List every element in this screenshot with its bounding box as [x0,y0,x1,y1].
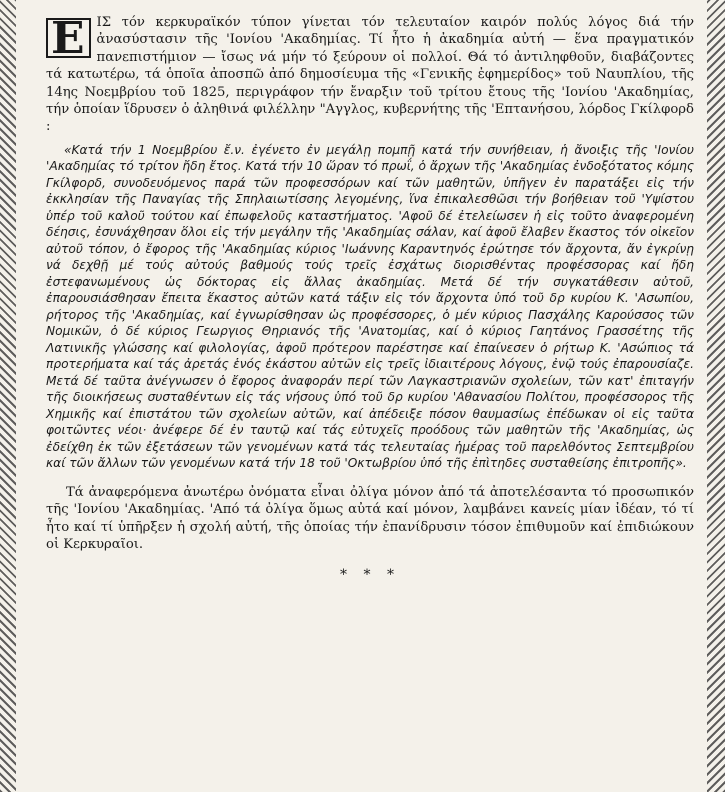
left-decorative-border [0,0,16,792]
intro-paragraph [46,14,694,136]
article [46,14,694,585]
intro-text: ΙΣ τόν κερκυραϊκόν τύπον γίνεται τόν τελευταίον καιρόν πολύς λόγος διά τήν ἀνασύστασιν τῆς 'Ιονίου 'Ακαδημίας. Τί ἦτο ἡ ἀκαδημία αὐτή — ἕνα πραγματικόν πανεπιστήμιον — ἴσως νά μήν τό ξεύρουν οἱ πολλοί. Θά τό ἀντιληφθοῦν, διαβάζοντες τά κατωτέρω, τά ὁποῖα ἀποσπῶ ἀπό δημοσίευμα τῆς «Γενικῆς ἐφημερίδος» τοῦ Ναυπλίου, τῆς 14ης Νοεμβρίου τοῦ 1825, περιγράφον τήν ἔναρξιν τοῦ τρίτου ἔτους τῆς 'Ιονίου 'Ακαδημίας, τήν ὁποίαν ἵδρυσεν ὁ ἀληθινά φιλέλλην "Αγγλος, κυβερνήτης τῆς 'Επτανήσου, λόρδος Γκίλφορδ : [46,15,694,135]
closing-paragraph: Τά ἀναφερόμενα ἀνωτέρω ὀνόματα εἶναι ὀλίγα μόνον ἀπό τά ἀποτελέσαντα τό προσωπικόν τῆς 'Ιονίου 'Ακαδημίας. 'Από τά ὀλίγα ὅμως αὐτά καί μόνον, λαμβάνει κανείς μίαν ἰδέαν, τό τί ἦτο καί τί ὑπῆρξεν ἡ σχολή αὐτή, τῆς ὁποίας τήν ἐπανίδρυσιν τόσον ἐπιθυμοῦν καί ἐπιδιώκουν οἱ Κερκυραῖοι. [46,484,694,553]
quoted-passage: «Κατά τήν 1 Νοεμβρίου ἔ.ν. ἐγένετο ἐν μεγάλῃ πομπῇ κατά τήν συνήθειαν, ἡ ἄνοιξις τῆς 'Ιονίου 'Ακαδημίας τό τρίτον ἤδη ἔτος. Κατά τήν 10 ὥραν τό πρωΐ, ὁ ἄρχων τῆς 'Ακαδημίας ἐνδοξότατος κόμης Γκίλφορδ, συνοδευόμενος παρά τῶν προφεσσόρων καί τῶν μαθητῶν, ὑπῆγεν ἐν παρατάξει εἰς τήν ἐκκλησίαν τῆς Παναγίας τῆς Σπηλαιωτίσσης λεγομένης, ἵνα ἐπικαλεσθῶσι τήν βοήθειαν τοῦ 'Υψίστου ὑπέρ τοῦ καλοῦ τούτου καί ἐπωφελοῦς καταστήματος. 'Αφοῦ δέ ἐτελείωσεν ἡ εἰς τοῦτο ἀναφερομένη δέησις, ἐσυνάχθησαν ὅλοι εἰς τήν μεγάλην τῆς 'Ακαδημίας σάλαν, καί ἀφοῦ ἔλαβεν ἕκαστος τόν οἰκεῖον αὐτοῦ τόπον, ὁ ἔφορος τῆς 'Ακαδημίας κύριος 'Ιωάννης Καραντηνός ἐρώτησε τόν ἄρχοντα, ἄν ἐγκρίνῃ νά δεχθῇ μέ τούς αὐτούς βαθμούς τούς τρεῖς ἐσχάτως διορισθέντας προφέσσορας καί ἤδη ἐστεφανωμένους ὡς δόκτορας εἰς ἄλλας ἀκαδημίας. Μετά δέ τήν συγκατάθεσιν αὐτοῦ, ἐπαρουσιάσθησαν ἔπειτα ἕκαστος αὐτῶν κατά τάξιν εἰς τόν ἄρχοντα ὑπό τοῦ δρ κυρίου Κ. 'Ασωπίου, ρήτορος τῆς 'Ακαδημίας, καί ἐγνωρίσθησαν ὡς προφέσσορες, ὁ μέν κύριος Πασχάλης Καρούσσος τῶν Νομικῶν, ὁ δέ κύριος Γεωργιος Θηριανός τῆς 'Ανατομίας, καί ὁ κύριος Γαητάνος Γρασσέτης τῆς Λατινικῆς γλώσσης καί φιλολογίας, ἀφοῦ πρότερον παρέστησε καί ἐπαίνεσεν ὁ ρήτωρ Κ. 'Ασώπιος τά προτερήματα καί τάς ἀρετάς ἑνός ἑκάστου αὐτῶν εἰς τρεῖς ἰδιαιτέρους λόγους, ἐνῷ τούς ἐπαρουσίαζε. Μετά δέ ταῦτα ἀνέγνωσεν ὁ ἔφορος ἀναφοράν περί τῶν Λαγκαστριανῶν σχολείων, τῶν κατ' ἐπιταγήν τῆς διοικήσεως συσταθέντων εἰς τάς νήσους ὑπό τοῦ δρ κυρίου 'Αθανασίου Πολίτου, προφέσσορος τῆς Χημικῆς καί ἐπιστάτου τῶν σχολείων αὐτῶν, καί ἀπέδειξε πόσον θαυμασίως ἐπέδωκαν οἱ εἰς ταῦτα φοιτῶντες νέοι· ἀνέφερε δέ ἐν ταυτῷ καί τάς εὐτυχεῖς προόδους τῶν μαθητῶν τῆς 'Ακαδημίας, ὡς ἐδείχθη ἐκ τῶν ἐξετάσεων τῶν γενομένων κατά τάς τελευταίας ἡμέρας τοῦ παρελθόντος Σεπτεμβρίου καί τῶν ἄλλων τῶν γενομένων κατά τήν 18 τοῦ 'Οκτωβρίου ὑπό τῆς ἐπὶτηδες συσταθείσης ἐπιτροπῆς». [46,142,694,471]
section-separator: * * * [340,567,400,584]
right-decorative-border [707,0,725,792]
drop-cap: Ε [46,18,91,58]
